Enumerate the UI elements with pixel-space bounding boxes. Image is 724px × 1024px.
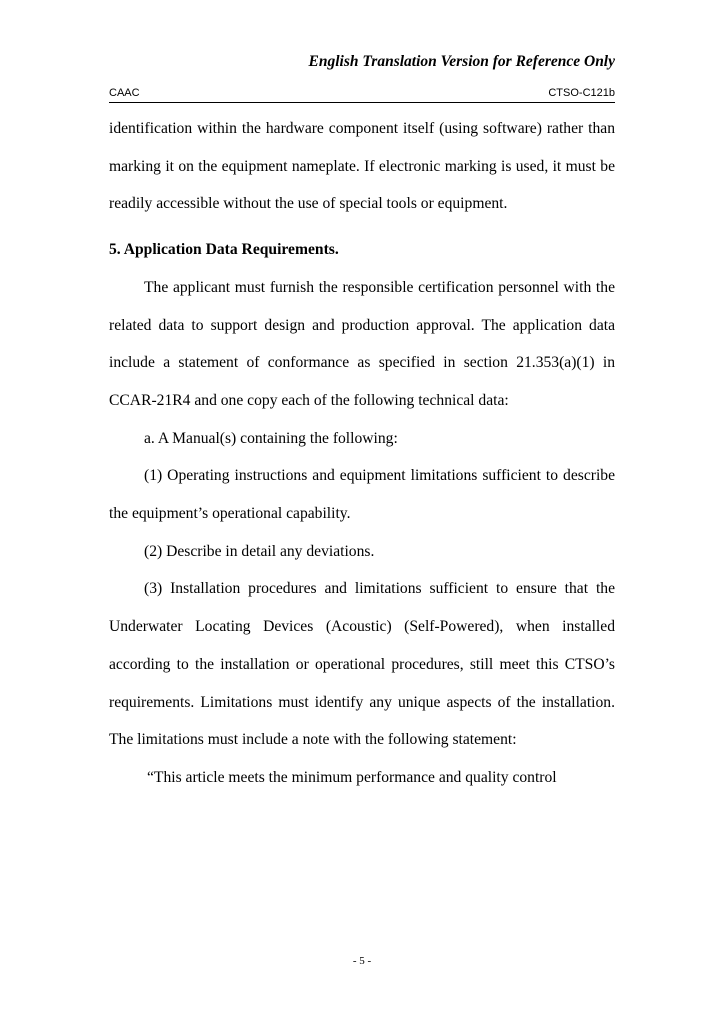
applicant-paragraph: The applicant must furnish the responsible certification personnel with the related data to support design and production approval. The application data include a statement of conformance as specified in section 21.353(a)(1) in CCAR-21R4 and one copy each of the following technical data: [109,278,615,409]
list-item-1: (1) Operating instructions and equipment limitations sufficient to describe the equipment’s operational capability. [109,467,615,523]
list-item-2: (2) Describe in detail any deviations. [144,542,375,560]
continued-paragraph: identification within the hardware component itself (using software) rather than marking it on the equipment nameplate. If electronic marking is used, it must be readily accessible without the use of special tools or equipment. [109,120,615,213]
header-doc-id: CTSO-C121b [548,87,615,99]
header-org: CAAC [109,87,140,99]
page-number: - 5 - [352,955,372,967]
list-item-a: a. A Manual(s) containing the following: [144,429,398,447]
translation-banner: English Translation Version for Reference Only [308,53,615,70]
list-item-3: (3) Installation procedures and limitations sufficient to ensure that the Underwater Locating Devices (Acoustic) (Self-Powered), when installed according to the installation or operational procedures, still meet this CTSO’s requirements. Limitations must identify any unique aspects of the installation. The limitations must include a note with the following statement: [109,580,615,749]
body-text [109,110,615,797]
section-heading: 5. Application Data Requirements. [109,241,339,259]
quoted-statement: “This article meets the minimum performance and quality control [147,768,557,786]
running-header [109,86,615,103]
paragraph-spacer [109,223,615,231]
